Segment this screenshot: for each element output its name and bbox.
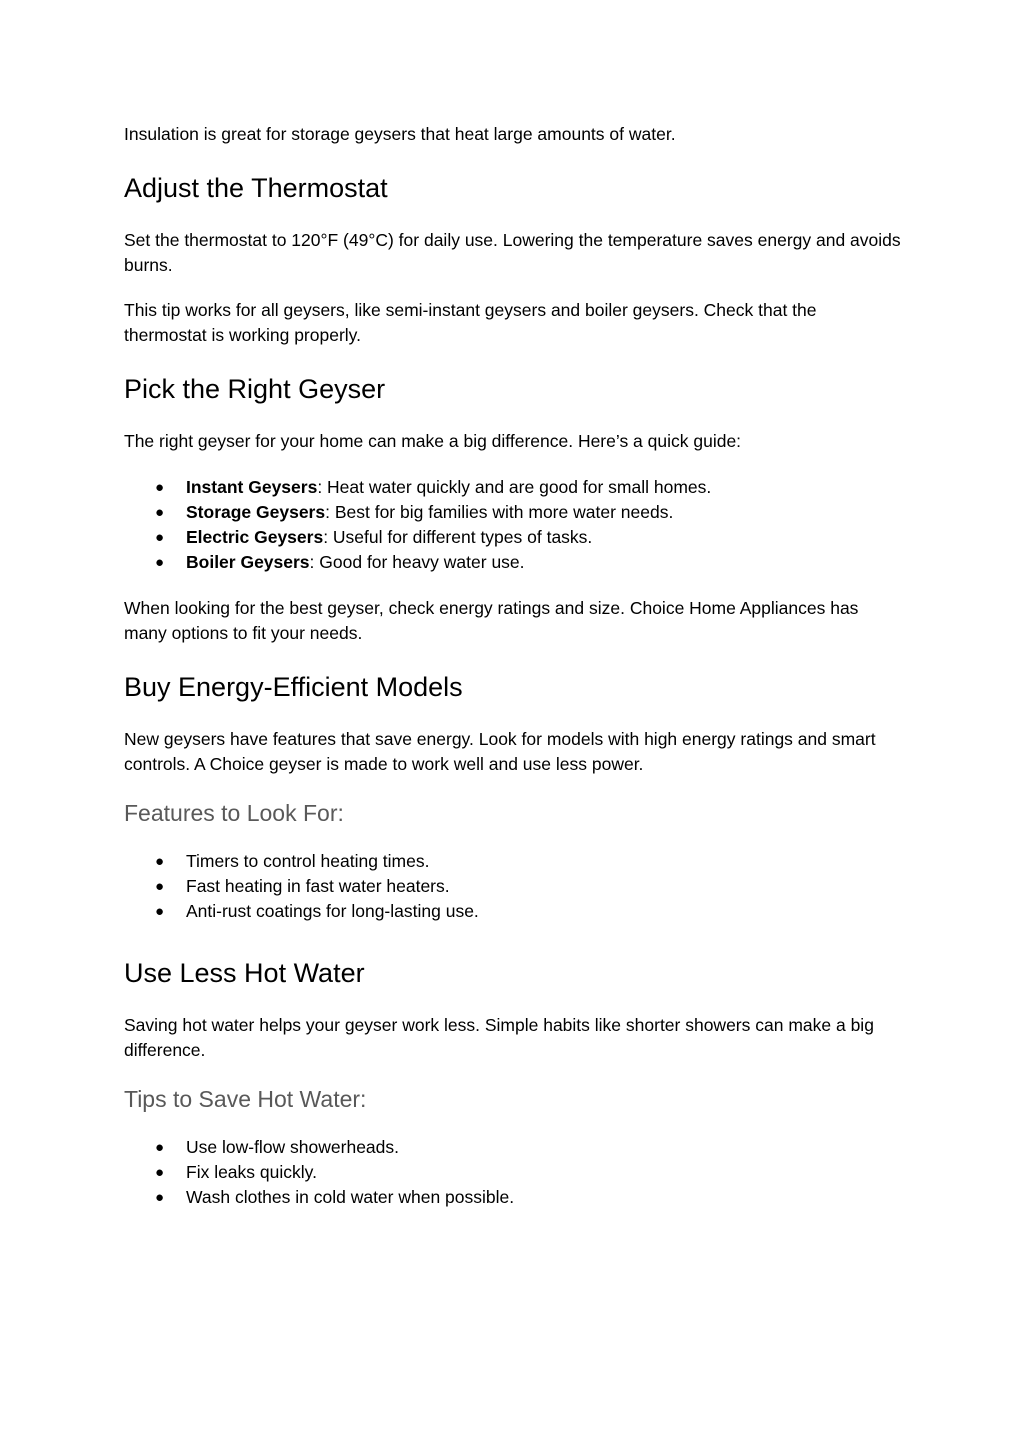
list-item-term: Instant Geysers xyxy=(186,477,318,497)
list-item xyxy=(124,849,904,874)
list-item-text: Anti-rust coatings for long-lasting use. xyxy=(186,901,479,921)
heading-pick-right-geyser: Pick the Right Geyser xyxy=(124,374,386,404)
bullet-icon: ● xyxy=(155,1139,165,1156)
list-item xyxy=(124,525,904,550)
list-item-text: Timers to control heating times. xyxy=(186,851,430,871)
list-item-text: Fast heating in fast water heaters. xyxy=(186,876,450,896)
bullet-icon: ● xyxy=(155,479,165,496)
list-item-desc: : Best for big families with more water needs. xyxy=(325,502,674,522)
bullet-icon: ● xyxy=(155,1164,165,1181)
list-item-text: Fix leaks quickly. xyxy=(186,1162,317,1182)
geyser-types-list xyxy=(124,475,904,575)
thermostat-paragraph-1: Set the thermostat to 120°F (49°C) for daily use. Lowering the temperature saves energy and avoids burns. xyxy=(124,230,901,275)
pick-paragraph-2: When looking for the best geyser, check energy ratings and size. Choice Home Appliances has many options to fit your needs. xyxy=(124,598,859,643)
bullet-icon: ● xyxy=(155,903,165,920)
subheading-tips-save-hot-water: Tips to Save Hot Water: xyxy=(124,1086,367,1112)
bullet-icon: ● xyxy=(155,853,165,870)
bullet-icon: ● xyxy=(155,554,165,571)
subheading-features-to-look-for: Features to Look For: xyxy=(124,800,344,826)
efficient-paragraph-1: New geysers have features that save energy. Look for models with high energy ratings and smart controls. A Choice geyser is made to work well and use less power. xyxy=(124,729,876,774)
pick-paragraph-1: The right geyser for your home can make a big difference. Here’s a quick guide: xyxy=(124,431,742,451)
list-item-term: Storage Geysers xyxy=(186,502,326,522)
list-item xyxy=(124,475,904,500)
bullet-icon: ● xyxy=(155,529,165,546)
list-item xyxy=(124,1160,904,1185)
list-item-desc: : Good for heavy water use. xyxy=(309,552,525,572)
list-item xyxy=(124,899,904,924)
bullet-icon: ● xyxy=(155,878,165,895)
list-item xyxy=(124,500,904,525)
less-water-paragraph-1: Saving hot water helps your geyser work less. Simple habits like shorter showers can make a big difference. xyxy=(124,1015,874,1060)
list-item-term: Boiler Geysers xyxy=(186,552,310,572)
heading-use-less-hot-water: Use Less Hot Water xyxy=(124,958,365,988)
heading-energy-efficient-models: Buy Energy-Efficient Models xyxy=(124,672,463,702)
heading-adjust-thermostat: Adjust the Thermostat xyxy=(124,173,388,203)
list-item-term: Electric Geysers xyxy=(186,527,324,547)
list-item-text: Use low-flow showerheads. xyxy=(186,1137,400,1157)
list-item xyxy=(124,874,904,899)
list-item xyxy=(124,1185,904,1210)
bullet-icon: ● xyxy=(155,1189,165,1206)
thermostat-paragraph-2: This tip works for all geysers, like semi-instant geysers and boiler geysers. Check that the thermostat is working properly. xyxy=(124,300,817,345)
intro-paragraph: Insulation is great for storage geysers that heat large amounts of water. xyxy=(124,124,676,144)
list-item xyxy=(124,550,904,575)
list-item xyxy=(124,1135,904,1160)
bullet-icon: ● xyxy=(155,504,165,521)
list-item-text: Wash clothes in cold water when possible. xyxy=(186,1187,515,1207)
tips-list xyxy=(124,1135,904,1210)
list-item-desc: : Useful for different types of tasks. xyxy=(323,527,593,547)
features-list xyxy=(124,849,904,924)
list-item-desc: : Heat water quickly and are good for small homes. xyxy=(317,477,712,497)
